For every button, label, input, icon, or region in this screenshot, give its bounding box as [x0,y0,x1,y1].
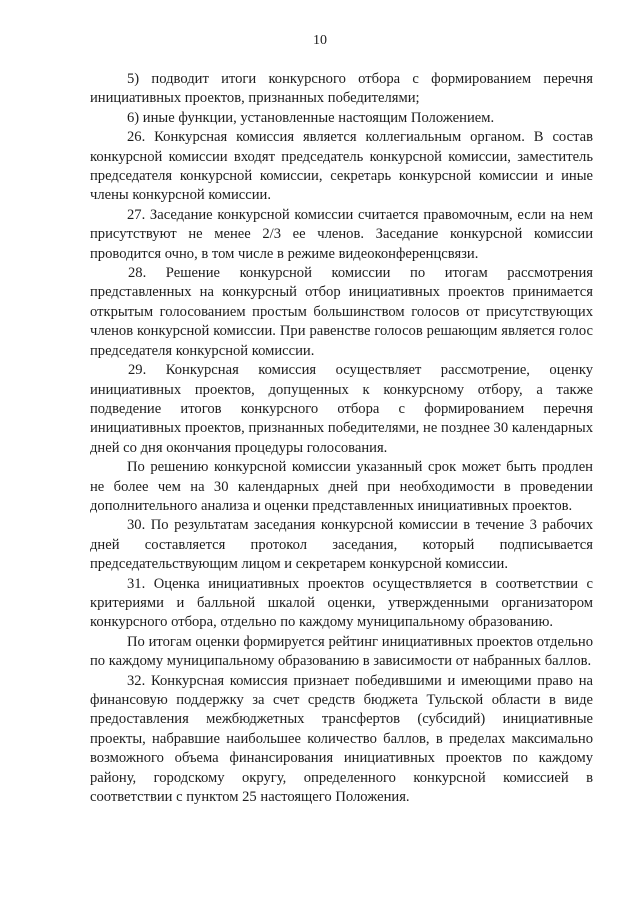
paragraph-26: 26. Конкурсная комиссия является коллегиальным органом. В состав конкурсной комиссии входят председатель конкурсной комиссии, заместитель председателя конкурсной комиссии, секретарь конкурсной комиссии и иные члены конкурсной комиссии. [90,129,593,204]
paragraph-item-6: 6) иные функции, установленные настоящим Положением. [127,109,495,126]
paragraph-item-5: 5) подводит итоги конкурсного отбора с формированием перечня инициативных проектов, признанных победителями; [90,71,593,107]
document-body [90,70,593,807]
page-number: 10 [313,33,327,48]
paragraph-29-extension: По решению конкурсной комиссии указанный срок может быть продлен не более чем на 30 календарных дней при необходимости в проведении дополнительного анализа и оценки представленных инициативных проектов. [90,459,593,514]
paragraph-32: 32. Конкурсная комиссия признает победившими и имеющими право на финансовую поддержку за счет средств бюджета Тульской области в виде предоставления межбюджетных трансфертов (субсидий) инициативные проекты, набравшие наибольшее количество баллов, в пределах максимально возможного объема финансирования инициативных проектов по каждому району, городскому округу, определенного конкурсной комиссией в соответствии с пунктом 25 настоящего Положения. [90,672,593,806]
paragraph-28: 28. Решение конкурсной комиссии по итогам рассмотрения представленных на конкурсный отбор инициативных проектов принимается открытым голосованием простым большинством голосов от присутствующих членов конкурсной комиссии. При равенстве голосов решающим является голос председателя конкурсной комиссии. [90,265,593,359]
paragraph-27: 27. Заседание конкурсной комиссии считается правомочным, если на нем присутствуют не менее 2/3 ее членов. Заседание конкурсной комиссии проводится очно, в том числе в режиме видеоконференцсвязи. [90,206,593,262]
paragraph-29: 29. Конкурсная комиссия осуществляет рассмотрение, оценку инициативных проектов, допущенных к конкурсному отбору, а также подведение итогов конкурсного отбора с формированием перечня инициативных проектов, признанных победителями, не позднее 30 календарных дней со дня окончания процедуры голосования. [90,362,593,456]
paragraph-31: 31. Оценка инициативных проектов осуществляется в соответствии с критериями и балльной шкалой оценки, утвержденными организатором конкурсного отбора, отдельно по каждому муниципальному образованию. [90,575,593,631]
paragraph-31-rating: По итогам оценки формируется рейтинг инициативных проектов отдельно по каждому муниципальному образованию в зависимости от набранных баллов. [90,633,593,670]
paragraph-30: 30. По результатам заседания конкурсной комиссии в течение 3 рабочих дней составляется протокол заседания, который подписывается председательствующим лицом и секретарем конкурсной комиссии. [90,517,593,573]
